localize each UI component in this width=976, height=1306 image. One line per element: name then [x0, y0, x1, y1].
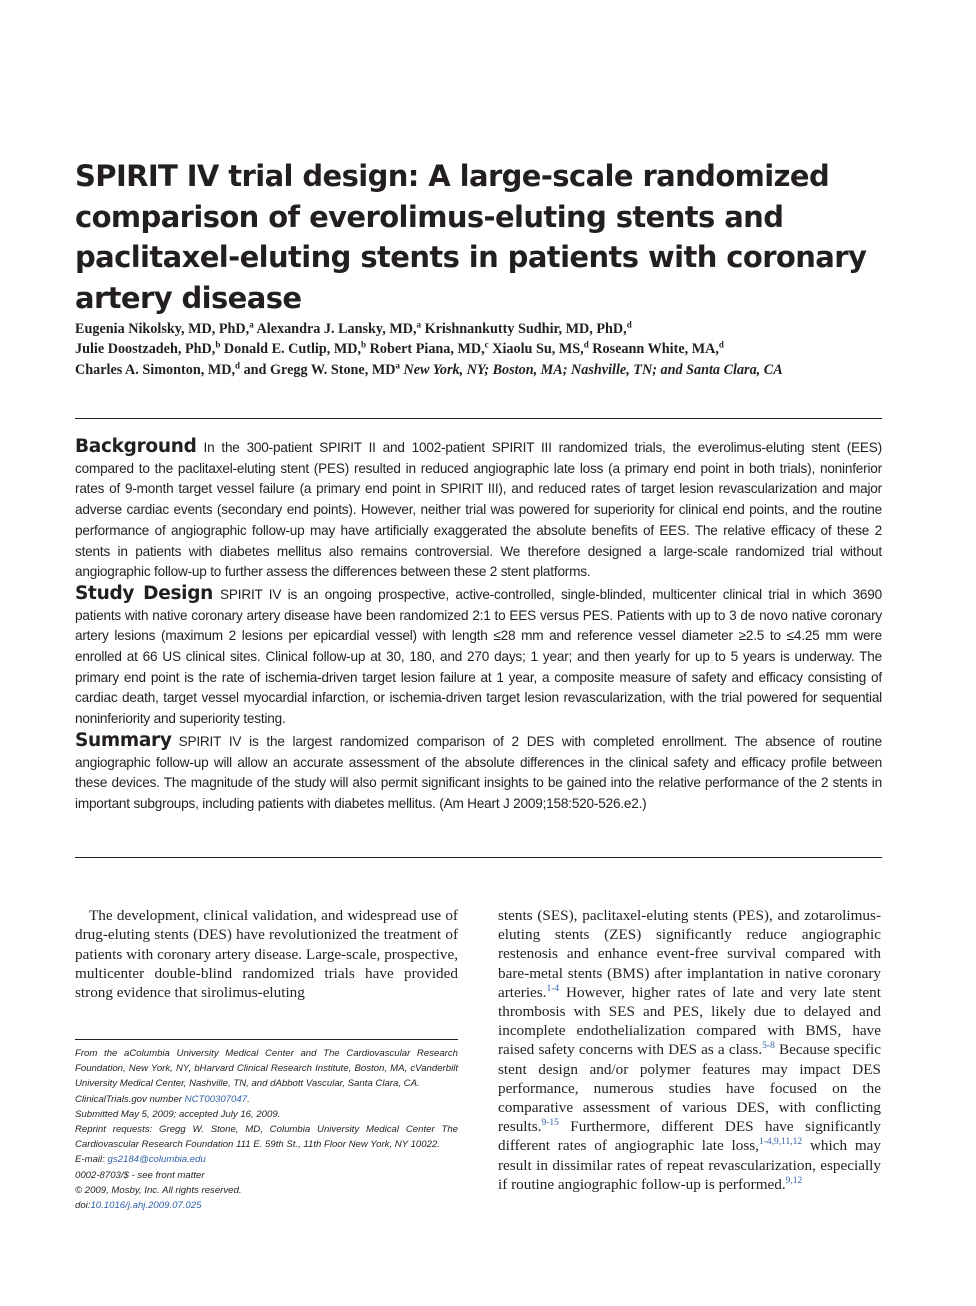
footnote-issn: 0002-8703/$ - see front matter — [75, 1169, 205, 1181]
footnote-reprint: Reprint requests: Gregg W. Stone, MD, Columbia University Medical Center The Cardiovascular Research Foundation 111 E. 59th St., 11th Floor New York, NY 10022. — [75, 1124, 458, 1151]
body-text-segment: However, higher rates of late and very late stent thrombosis with SES and PES, likely due to delayed and incomplete endothelialization compared with BMS, have raised safety concerns with DES as a class. — [498, 983, 881, 1059]
footnote-copyright: © 2009, Mosby, Inc. All rights reserved. — [75, 1184, 242, 1196]
abstract-heading-background: Background — [75, 436, 197, 457]
doi-link[interactable]: 10.1016/j.ahj.2009.07.025 — [90, 1200, 202, 1212]
footnote-submitted: Submitted May 5, 2009; accepted July 16, 2009. — [75, 1108, 281, 1120]
email-link[interactable]: gs2184@columbia.edu — [107, 1154, 206, 1166]
email-label: E-mail: — [75, 1154, 108, 1166]
body-text-segment: which may result in dissimilar rates of repeat revascularization, especially if routine angiographic follow-up is performed. — [498, 1137, 881, 1193]
footnotes — [75, 1046, 458, 1213]
author: Roseann White, MA, — [592, 341, 719, 358]
author-affiliation-mark: d — [583, 339, 589, 350]
author-affiliation-mark: c — [484, 339, 489, 350]
body-column-left: The development, clinical validation, and widespread use of drug-eluting stents (DES) have revolutionized the treatment of patients with coronary artery disease. Large-scale, prospective, multicenter double-blind randomized trials have provided strong evidence that sirolimus-eluting — [75, 907, 458, 1002]
body-text-segment: Furthermore, different DES have significantly different rates of angiographic late loss, — [498, 1118, 881, 1155]
abstract-top-rule — [75, 418, 882, 419]
author: Robert Piana, MD, — [369, 341, 485, 358]
author-affiliation-mark: a — [249, 319, 254, 330]
body-text-segment: stents (SES), paclitaxel-eluting stents (PES), and zotarolimus-eluting stents (ZES) significantly reduce angiographic restenosis and enhance event-free survival compared with bare-metal stents (BMS) after implantation in native coronary arteries. — [498, 907, 881, 1001]
abstract — [75, 437, 882, 816]
author: Donald E. Cutlip, MD, — [223, 341, 362, 358]
abstract-bottom-rule — [75, 857, 882, 858]
author: Xiaolu Su, MS, — [492, 341, 584, 358]
author: Eugenia Nikolsky, MD, PhD, — [75, 321, 250, 337]
article-title: SPIRIT IV trial design: A large-scale randomized comparison of everolimus-eluting stents and paclitaxel-eluting stents in patients with coronary artery disease — [75, 159, 867, 315]
author-affiliation-mark: b — [361, 339, 367, 350]
author-affiliation-mark: d — [718, 339, 724, 350]
trial-end: . — [247, 1093, 250, 1105]
author-affiliation-mark: d — [235, 359, 241, 370]
footnote-doi — [75, 1198, 458, 1213]
author: Julie Doostzadeh, PhD, — [75, 341, 216, 358]
author: and Gregg W. Stone, MD — [243, 361, 396, 378]
citation-link[interactable]: 9,12 — [785, 1175, 803, 1186]
author: Alexandra J. Lansky, MD, — [256, 321, 417, 337]
author-list — [75, 319, 885, 380]
footnote-rule — [75, 1039, 458, 1040]
affiliation-locations: New York, NY; Boston, MA; Nashville, TN; and Santa Clara, CA — [403, 361, 783, 378]
footnote-email — [75, 1152, 458, 1167]
trial-number-link[interactable]: NCT00307047 — [184, 1093, 248, 1105]
abstract-summary-text: SPIRIT IV is the largest randomized comparison of 2 DES with completed enrollment. The absence of routine angiographic follow-up will allow an accurate assessment of the absolute differences in the clinical safety and efficacy profile between these devices. The magnitude of the study will also permit significant insights to be gained into the relative performance of the 2 stents in important subgroups, including patients with diabetes mellitus. (Am Heart J 2009;158:520-526.e2.) — [75, 733, 882, 811]
body-text-segment: Because specific stent design and/or polymer features may impact DES performance, numerous studies have focused on the comparative assessment of various DES, with conflicting results. — [498, 1041, 882, 1136]
abstract-background-text: In the 300-patient SPIRIT II and 1002-patient SPIRIT III randomized trials, the everolimus-eluting stent (EES) compared to the paclitaxel-eluting stent (PES) resulted in reduced angiographic late loss (a primary end point in both trials), noninferior rates of 9-month target vessel failure (a primary end point in SPIRIT III), and reduced rates of target lesion revascularization and major adverse cardiac events (secondary end points). However, neither trial was powered for superiority for clinical end points, and the routine performance of angiographic follow-up may have artificially exaggerated the absolute benefits of EES. The relative efficacy of these 2 stents in patients with diabetes mellitus also remains controversial. We therefore designed a large-scale randomized trial without angiographic follow-up to further assess the differences between these 2 stent platforms. — [75, 440, 882, 580]
abstract-study-design — [75, 584, 882, 730]
citation-link[interactable]: 1-4,9,11,12 — [758, 1137, 803, 1148]
citation-link[interactable]: 5-8 — [762, 1041, 775, 1052]
author-affiliation-mark: b — [215, 339, 221, 350]
author: Krishnankutty Sudhir, MD, PhD, — [424, 321, 627, 337]
citation-link[interactable]: 1-4 — [546, 983, 560, 994]
abstract-study-design-text: SPIRIT IV is an ongoing prospective, active-controlled, single-blinded, multicenter clinical trial in which 3690 patients with native coronary artery disease have been randomized 2:1 to EES versus PES. Patients with up to 3 de novo native coronary artery lesions (maximum 2 lesions per epicardial vessel) with length ≤28 mm and reference vessel diameter ≥2.5 to ≤4.25 mm were enrolled at 66 US clinical sites. Clinical follow-up at 30, 180, and 270 days; 1 year; and then yearly for up to 5 years is underway. The primary end point is the rate of ischemia-driven target lesion failure at 1 year, a composite measure of safety and efficacy consisting of cardiac death, target vessel myocardial infarction, or ischemia-driven target lesion revascularization, with the trial powered for sequential noninferiority and superiority testing. — [75, 586, 883, 727]
citation-link[interactable]: 9-15 — [541, 1118, 559, 1129]
author-affiliation-mark: a — [416, 319, 422, 330]
body-column-right — [498, 906, 881, 1194]
author-affiliation-mark: a — [395, 359, 400, 370]
abstract-heading-study-design: Study Design — [75, 582, 214, 604]
abstract-summary — [75, 731, 882, 815]
abstract-background — [75, 437, 882, 583]
footnote-affiliations: From the aColumbia University Medical Center and The Cardiovascular Research Foundation, New York, NY, bHarvard Clinical Research Institute, Boston, MA, cVanderbilt University Medical Center, Nashville, TN, and dAbbott Vascular, Santa Clara, CA. — [75, 1048, 458, 1090]
doi-label: doi: — [75, 1200, 91, 1212]
author: Charles A. Simonton, MD, — [75, 361, 236, 378]
footnote-trial-registration — [75, 1092, 458, 1107]
trial-label: ClinicalTrials.gov number — [75, 1093, 185, 1105]
author-affiliation-mark: d — [626, 319, 632, 330]
abstract-heading-summary: Summary — [75, 729, 172, 751]
